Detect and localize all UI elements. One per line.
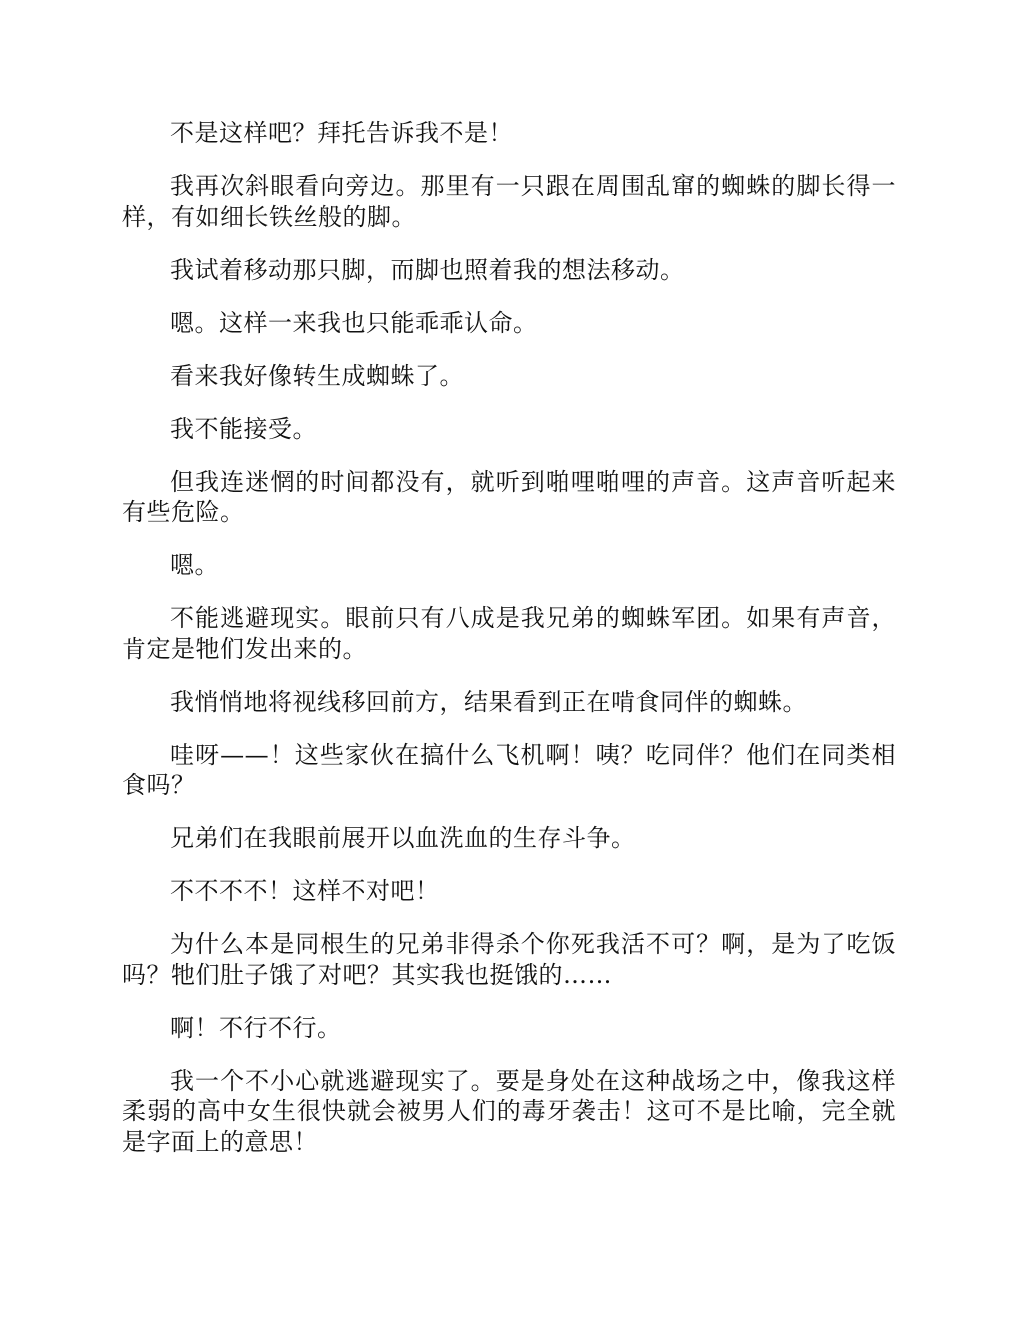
paragraph: 哇呀——！这些家伙在搞什么飞机啊！咦？吃同伴？他们在同类相食吗？: [122, 740, 896, 799]
paragraph: 啊！不行不行。: [170, 1013, 342, 1042]
document-page: [122, 118, 896, 1180]
paragraph: 我再次斜眼看向旁边。那里有一只跟在周围乱窜的蜘蛛的脚长得一样，有如细长铁丝般的脚。: [122, 172, 896, 231]
paragraph: 但我连迷惘的时间都没有，就听到啪哩啪哩的声音。这声音听起来有些危险。: [122, 467, 896, 526]
paragraph: 看来我好像转生成蜘蛛了。: [170, 361, 464, 390]
paragraph: 不是这样吧？拜托告诉我不是！: [170, 119, 513, 147]
paragraph: 我悄悄地将视线移回前方，结果看到正在啃食同伴的蜘蛛。: [170, 687, 807, 716]
paragraph: 我试着移动那只脚，而脚也照着我的想法移动。: [170, 255, 685, 284]
paragraph: 不能逃避现实。眼前只有八成是我兄弟的蜘蛛军团。如果有声音，肯定是牠们发出来的。: [122, 604, 896, 663]
paragraph: 我一个不小心就逃避现实了。要是身处在这种战场之中，像我这样柔弱的高中女生很快就会被男人们的毒牙袭击！这可不是比喻，完全就是字面上的意思！: [122, 1066, 896, 1156]
paragraph: 不不不不！这样不对吧！: [170, 877, 440, 905]
paragraph: 兄弟们在我眼前展开以血洗血的生存斗争。: [170, 824, 636, 852]
paragraph: 嗯。: [170, 551, 219, 579]
paragraph: 为什么本是同根生的兄弟非得杀个你死我活不可？啊，是为了吃饭吗？牠们肚子饿了对吧？其实我也挺饿的……: [122, 930, 896, 989]
paragraph: 我不能接受。: [170, 414, 317, 443]
paragraph: 嗯。这样一来我也只能乖乖认命。: [170, 308, 538, 337]
